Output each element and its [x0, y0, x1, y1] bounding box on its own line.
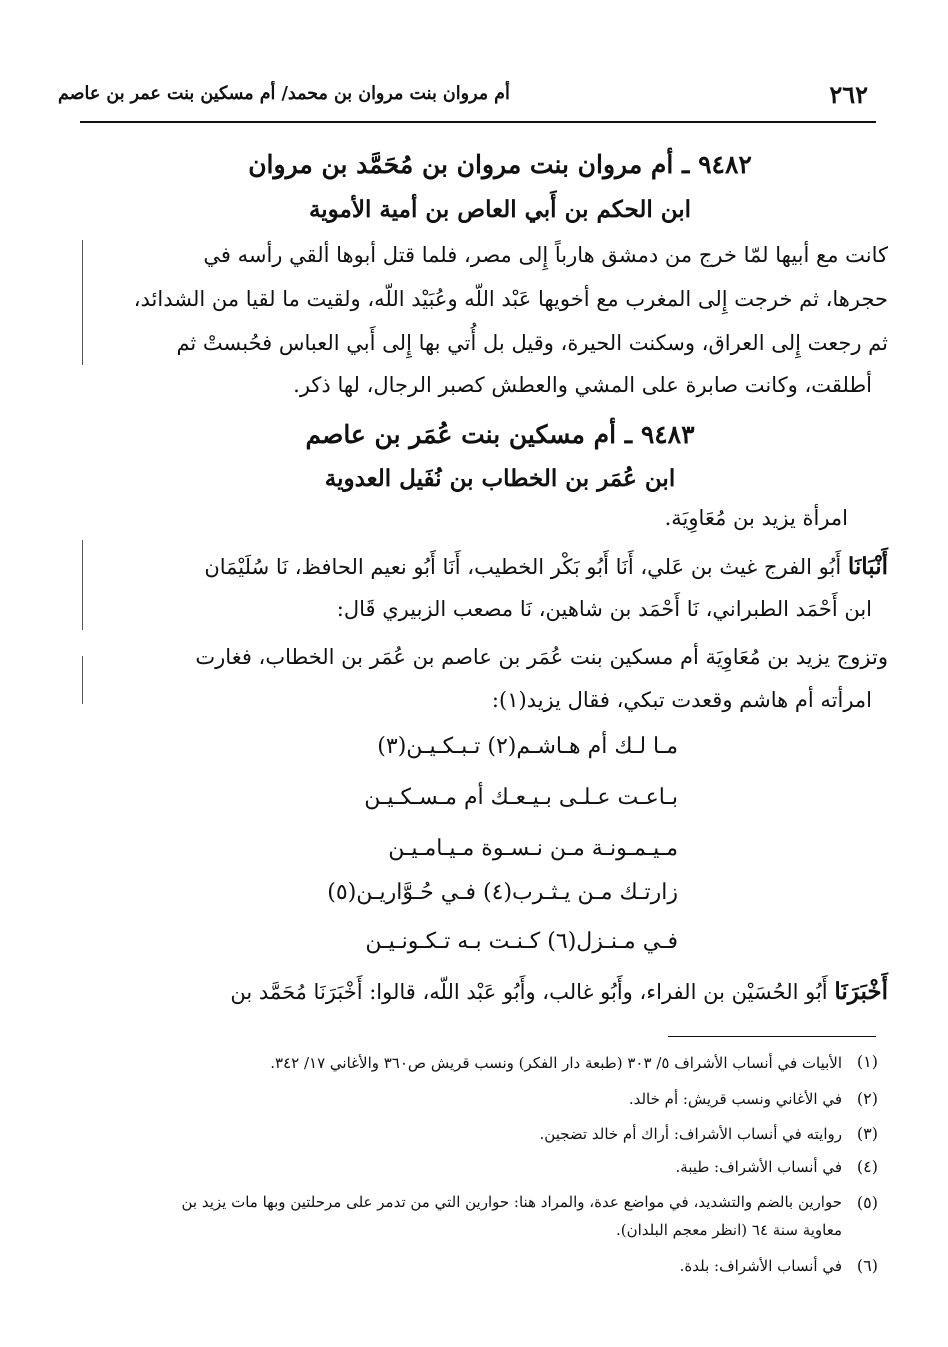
- entry-heading-9483: ٩٤٨٣ ـ أم مسكين بنت عُمَر بن عاصم: [305, 420, 695, 449]
- body-line: كانت مع أبيها لمّا خرج من دمشق هارباً إِلى مصر، فلما قتل أبوها ألقي رأسه في: [203, 243, 888, 267]
- footnote-rule: [668, 1036, 876, 1037]
- entry-heading-9482-line2: ابن الحكم بن أَبي العاص بن أمية الأموية: [308, 196, 692, 223]
- footnote-number: (١): [856, 1052, 878, 1071]
- header-rule: [80, 121, 876, 123]
- isnad-line: [204, 553, 888, 580]
- footnote-number: (٥): [856, 1193, 878, 1212]
- margin-bar: [82, 540, 83, 630]
- body-line: حجرها، ثم خرجت إِلى المغرب مع أخويها عَبْد اللّه وعُبَيْد اللّه، ولقيت ما لقيا من الشدائد،: [133, 287, 888, 311]
- footnote-text: في أنساب الأشراف: بلدة.: [679, 1257, 842, 1275]
- footnote-text: معاوية سنة ٦٤ (انظر معجم البلدان).: [615, 1221, 842, 1239]
- verse-line: مـا لـك أم هـاشـم(٢) تـبـكـيـن(٣): [377, 734, 678, 759]
- margin-bar: [82, 656, 83, 704]
- story-line: امرأته أم هاشم وقعدت تبكي، فقال يزيد(١):: [491, 688, 872, 712]
- body-line: أطلقت، وكانت صابرة على المشي والعطش كصبر الرجال، لها ذكر.: [293, 373, 872, 397]
- footnote-number: (٤): [856, 1157, 878, 1176]
- footnote-text: روايته في أنساب الأشراف: أراك أم خالد تضجين.: [539, 1125, 842, 1143]
- verse-line: بـاعـت عـلـى بـيـعـك أم مـسـكـيـن: [364, 785, 678, 810]
- intro-line: امرأة يزيد بن مُعَاوِيَة.: [664, 506, 848, 530]
- footnote-text: في الأغاني ونسب قريش: أم خالد.: [628, 1090, 842, 1108]
- page-number: ٢٦٢: [829, 80, 868, 109]
- isnad-line: ابن أَحْمَد الطبراني، نَا أَحْمَد بن شاهين، نَا مصعب الزبيري قَال:: [336, 597, 872, 621]
- footnote-number: (٦): [856, 1256, 878, 1275]
- running-title: أم مروان بنت مروان بن محمد/ أم مسكين بنت عمر بن عاصم: [58, 83, 510, 104]
- isnad-line: [230, 978, 888, 1005]
- footnote-number: (٢): [856, 1089, 878, 1108]
- entry-heading-9482: ٩٤٨٢ ـ أم مروان بنت مروان بن مُحَمَّد بن مروان: [248, 150, 752, 179]
- isnad-text: أَبُو الحُسَيْن بن الفراء، وأَبُو غالب، وأَبُو عَبْد اللّه، قالوا: أَخْبَرَنَا مُحَمَّد بن: [230, 980, 828, 1004]
- body-line: ثم رجعت إِلى العراق، وسكنت الحيرة، وقيل بل أُتي بها إِلى أَبي العباس فحُبستْ ثم: [176, 331, 888, 355]
- story-line: وتزوج يزيد بن مُعَاوِيَة أم مسكين بنت عُمَر بن عاصم بن عُمَر بن الخطاب، فغارت: [195, 645, 888, 669]
- verse-line: فـي مـنـزل(٦) كـنـت بـه تـكـونـيـن: [365, 929, 678, 954]
- isnad-lead-anbana: أَنْبَانَا: [847, 553, 888, 580]
- verse-line: زارتـك مـن يـثـرب(٤) فـي حُـوَّاريـن(٥): [327, 880, 678, 905]
- verse-line: مـيـمـونـة مـن نـسـوة مـيـامـيـن: [388, 836, 678, 861]
- margin-bar: [82, 240, 83, 365]
- footnote-number: (٣): [856, 1124, 878, 1143]
- isnad-lead-akhbarana: أَخْبَرَنَا: [834, 978, 888, 1005]
- footnote-text: في أنساب الأشراف: طيبة.: [675, 1158, 842, 1176]
- entry-heading-9483-line2: ابن عُمَر بن الخطاب بن نُفَيل العدوية: [324, 465, 676, 492]
- isnad-text: أَبُو الفرج غيث بن عَلي، أَنَا أَبُو بَكْر الخطيب، أَنَا أَبُو نعيم الحافظ، نَا سُلَيْمَان: [204, 555, 842, 579]
- footnote-text: حوارين بالضم والتشديد، في مواضع عدة، والمراد هنا: حوارين التي من تدمر على مرحلتين وبها مات يزيد بن: [181, 1193, 842, 1211]
- footnote-text: الأبيات في أنساب الأشراف ٥/ ٣٠٣ (طبعة دار الفكر) ونسب قريش ص٣٦٠ والأغاني ١٧/ ٣٤٢.: [270, 1054, 842, 1072]
